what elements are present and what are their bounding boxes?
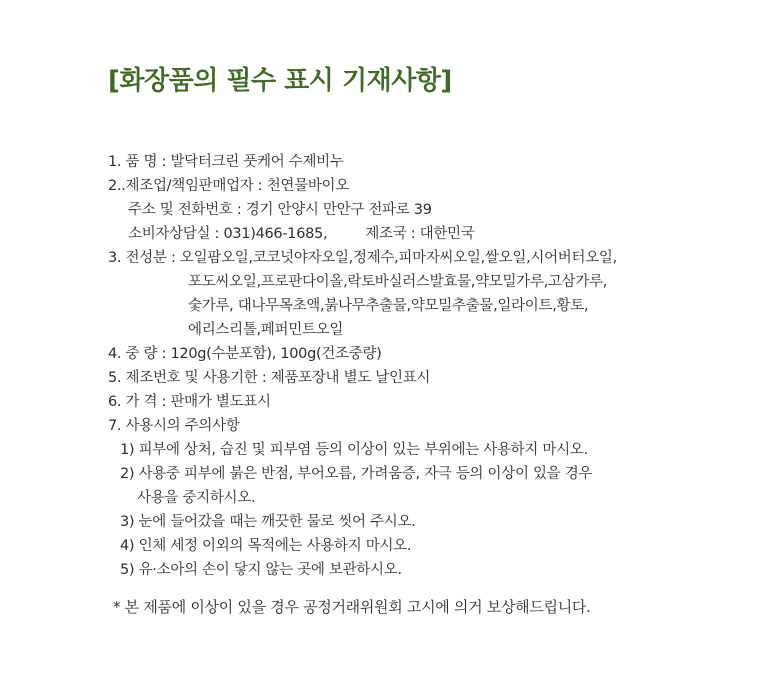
caution-item-4: 4) 인체 세정 이외의 목적에는 사용하지 마시오. bbox=[120, 538, 412, 554]
price-line: 6. 가 격 : 판매가 별도표시 bbox=[108, 394, 271, 410]
compensation-notice: * 본 제품에 이상이 있을 경우 공정거래위원회 고시에 의거 보상해드립니다. bbox=[113, 598, 591, 616]
ingredients-line-3: 숯가루, 대나무목초액,붉나무추출물,약모밀추출물,일라이트,황토, bbox=[188, 298, 589, 314]
ingredients-line-4: 에리스리톨,페퍼민트오일 bbox=[188, 322, 344, 338]
caution-item-5: 5) 유·소아의 손이 닿지 않는 곳에 보관하시오. bbox=[120, 562, 402, 578]
ingredients-line-2: 포도씨오일,프로판다이올,락토바실러스발효물,약모밀가루,고삼가루, bbox=[188, 274, 608, 290]
lot-line: 5. 제조번호 및 사용기한 : 제품포장내 별도 날인표시 bbox=[108, 370, 431, 386]
caution-title: 7. 사용시의 주의사항 bbox=[108, 418, 240, 434]
caution-item-2-cont: 사용을 중지하시오. bbox=[137, 490, 256, 506]
maker-line: 2..제조업/책임판매업자 : 천연물바이오 bbox=[108, 178, 349, 194]
consumer-phone: 소비자상담실 : 031)466-1685, bbox=[128, 226, 328, 242]
country: 제조국 : 대한민국 bbox=[365, 226, 475, 242]
caution-item-1: 1) 피부에 상처, 습진 및 피부염 등의 이상이 있는 부위에는 사용하지 마시오. bbox=[120, 442, 588, 458]
address-line: 주소 및 전화번호 : 경기 안양시 만안구 전파로 39 bbox=[128, 202, 432, 218]
weight-line: 4. 중 량 : 120g(수분포함), 100g(건조중량) bbox=[108, 346, 382, 362]
caution-item-3: 3) 눈에 들어갔을 때는 깨끗한 물로 씻어 주시오. bbox=[120, 514, 416, 530]
ingredients-line-1: 3. 전성분 : 오일팜오일,코코넛야자오일,정제수,피마자씨오일,쌀오일,시어버터오일, bbox=[108, 250, 617, 266]
product-name-line: 1. 품 명 : 발닥터크린 풋케어 수제비누 bbox=[108, 154, 344, 170]
consumer-line bbox=[128, 224, 474, 244]
caution-item-2: 2) 사용중 피부에 붉은 반점, 부어오름, 가려움증, 자극 등의 이상이 있을 경우 bbox=[120, 466, 593, 482]
page-title: [화장품의 필수 표시 기재사항] bbox=[108, 66, 452, 96]
